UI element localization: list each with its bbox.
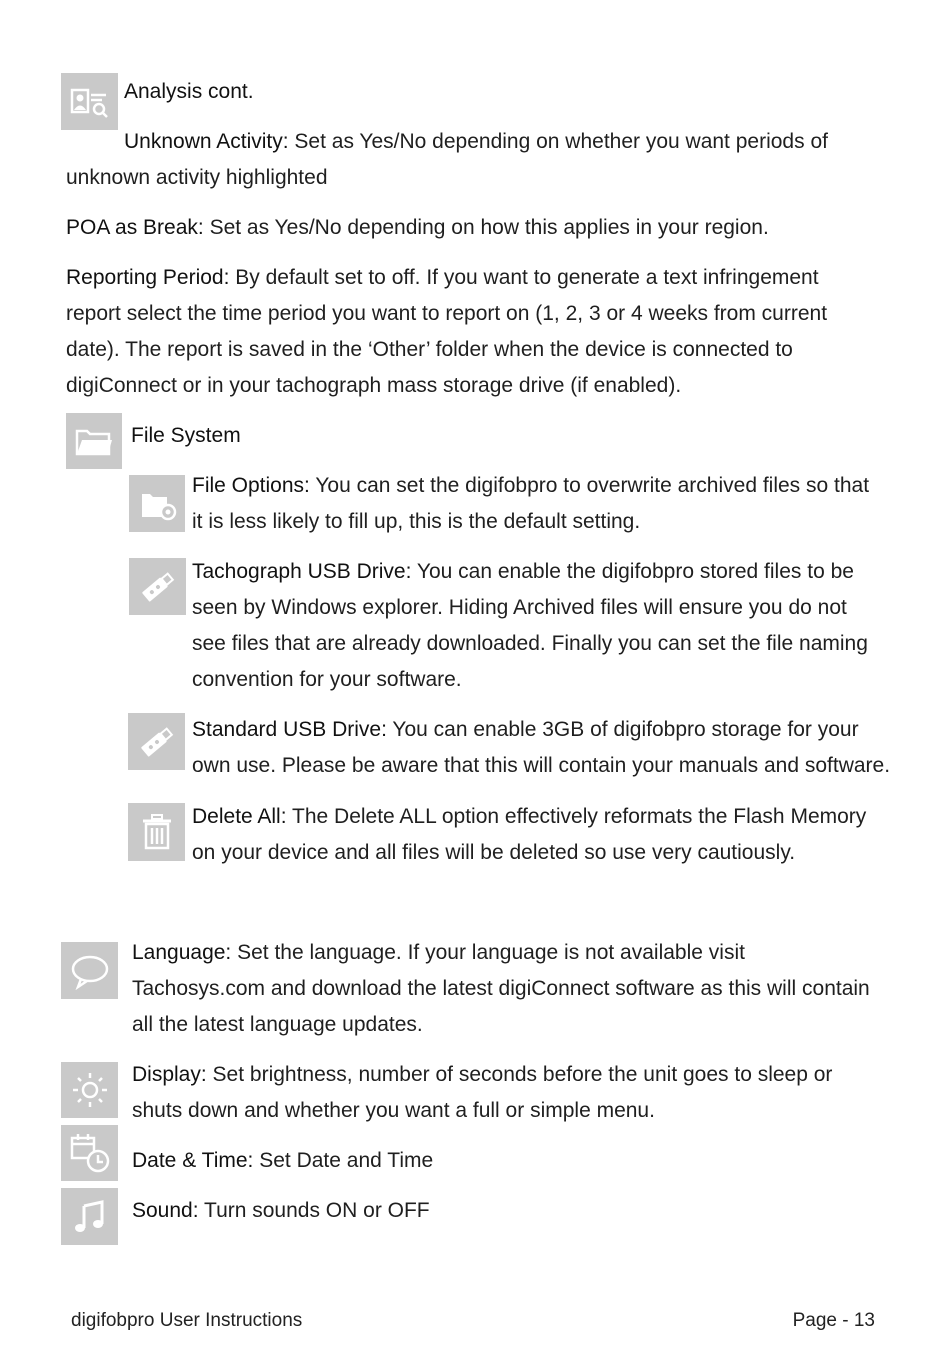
- display-text: Set brightness, number of seconds before the unit goes to sleep or shuts down and whether you want a full or simple menu.: [132, 1063, 833, 1122]
- file-options-paragraph: [192, 468, 882, 540]
- unknown-activity-paragraph: [66, 124, 866, 196]
- calendar-clock-icon: [61, 1125, 118, 1181]
- language-paragraph: [132, 935, 872, 1043]
- sound-text: Turn sounds ON or OFF: [198, 1199, 430, 1222]
- reporting-period-paragraph: [66, 260, 876, 404]
- standard-usb-paragraph: [192, 712, 892, 784]
- analysis-icon: [61, 73, 118, 130]
- reporting-period-text: By default set to off. If you want to generate a text infringement report select the time period you want to report on (1, 2, 3 or 4 weeks from current date). The report is saved in the ‘Other’ folder when the device is connected to digiConnect or in your tachograph mass storage drive (if enabled).: [66, 266, 828, 397]
- page-number: Page - 13: [792, 1310, 875, 1331]
- brightness-icon: [61, 1062, 118, 1118]
- footer-title: digifobpro User Instructions: [71, 1310, 303, 1331]
- date-time-paragraph: [132, 1143, 832, 1179]
- delete-all-label: Delete All:: [192, 805, 287, 828]
- poa-break-paragraph: [66, 210, 876, 246]
- file-options-label: File Options:: [192, 474, 310, 497]
- file-system-heading: File System: [131, 424, 241, 447]
- standard-usb-label: Standard USB Drive:: [192, 718, 387, 741]
- language-text: Set the language. If your language is not available visit Tachosys.com and download the latest digiConnect software as this will contain all the latest language updates.: [132, 941, 870, 1036]
- folder-icon: [66, 413, 122, 469]
- display-paragraph: [132, 1057, 877, 1129]
- language-label: Language:: [132, 941, 232, 964]
- speech-bubble-icon: [61, 942, 118, 999]
- poa-break-label: POA as Break:: [66, 216, 204, 239]
- delete-all-text: The Delete ALL option effectively reformats the Flash Memory on your device and all files will be deleted so use very cautiously.: [192, 805, 867, 864]
- poa-break-text: Set as Yes/No depending on how this applies in your region.: [203, 216, 769, 239]
- tachograph-usb-paragraph: [192, 554, 882, 698]
- music-note-icon: [61, 1188, 118, 1245]
- file-settings-icon: [129, 475, 185, 532]
- tachograph-usb-label: Tachograph USB Drive:: [192, 560, 412, 583]
- usb-drive-icon: [128, 713, 185, 770]
- sound-paragraph: [132, 1193, 832, 1229]
- display-label: Display:: [132, 1063, 207, 1086]
- reporting-period-label: Reporting Period:: [66, 266, 230, 289]
- sound-label: Sound:: [132, 1199, 199, 1222]
- tachograph-usb-text: You can enable the digifobpro stored files to be seen by Windows explorer. Hiding Archived files will ensure you do not see files that are already downloaded. Finally you can set the file naming convention for your software.: [192, 560, 868, 691]
- analysis-heading: Analysis cont.: [124, 80, 254, 103]
- usb-drive-icon: [129, 558, 186, 615]
- unknown-activity-label: Unknown Activity:: [124, 130, 289, 153]
- file-options-text: You can set the digifobpro to overwrite archived files so that it is less likely to fill up, this is the default setting.: [192, 474, 870, 533]
- unknown-activity-text: Set as Yes/No depending on whether you want periods of unknown activity highlighted: [66, 130, 828, 189]
- date-time-label: Date & Time:: [132, 1149, 254, 1172]
- delete-all-paragraph: [192, 799, 872, 871]
- trash-icon: [128, 803, 185, 861]
- date-time-text: Set Date and Time: [253, 1149, 434, 1172]
- standard-usb-text: You can enable 3GB of digifobpro storage for your own use. Please be aware that this will contain your manuals and software.: [192, 718, 891, 777]
